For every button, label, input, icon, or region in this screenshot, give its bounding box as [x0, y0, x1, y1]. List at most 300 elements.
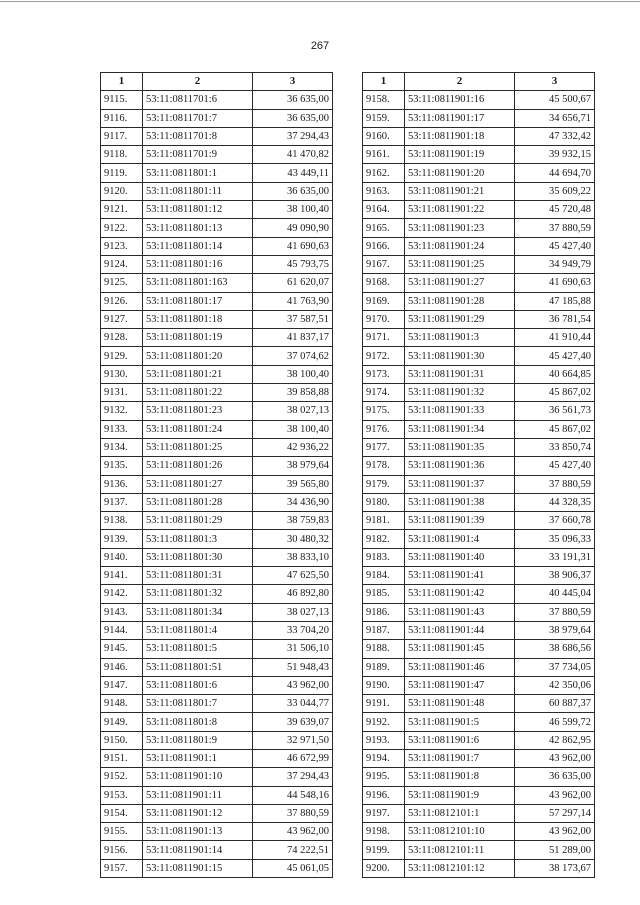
table-row: [101, 219, 333, 237]
table-row: [363, 713, 595, 731]
table-row: [363, 658, 595, 676]
row-number: 9133.: [101, 420, 143, 438]
cadastral-number: 53:11:0811901:28: [405, 292, 515, 310]
cadastral-number: 53:11:0811901:40: [405, 548, 515, 566]
row-number: 9155.: [101, 823, 143, 841]
cadastral-value: 46 672,99: [253, 749, 333, 767]
table-row: [363, 640, 595, 658]
cadastral-number: 53:11:0811801:7: [143, 695, 253, 713]
cadastral-number: 53:11:0811901:21: [405, 182, 515, 200]
table-row: [363, 457, 595, 475]
cadastral-value: 47 625,50: [253, 567, 333, 585]
table-row: [101, 402, 333, 420]
table-row: [363, 420, 595, 438]
cadastral-number: 53:11:0811901:41: [405, 567, 515, 585]
cadastral-number: 53:11:0811801:4: [143, 621, 253, 639]
cadastral-value: 51 948,43: [253, 658, 333, 676]
cadastral-value: 43 962,00: [515, 749, 595, 767]
cadastral-number: 53:11:0811801:12: [143, 201, 253, 219]
table-row: [363, 731, 595, 749]
table-row: [363, 219, 595, 237]
cadastral-number: 53:11:0811801:16: [143, 255, 253, 273]
cadastral-number: 53:11:0811901:22: [405, 201, 515, 219]
column-header: 2: [143, 73, 253, 91]
cadastral-number: 53:11:0811901:37: [405, 475, 515, 493]
cadastral-number: 53:11:0811901:38: [405, 493, 515, 511]
table-row: [101, 384, 333, 402]
cadastral-value: 33 191,31: [515, 548, 595, 566]
table-row: [101, 585, 333, 603]
right-table: [362, 72, 595, 878]
header-row: [101, 73, 333, 91]
cadastral-number: 53:11:0811801:19: [143, 329, 253, 347]
cadastral-number: 53:11:0811801:28: [143, 493, 253, 511]
cadastral-value: 42 350,06: [515, 676, 595, 694]
cadastral-number: 53:11:0811901:30: [405, 347, 515, 365]
cadastral-value: 37 880,59: [515, 475, 595, 493]
row-number: 9189.: [363, 658, 405, 676]
table-row: [363, 201, 595, 219]
cadastral-number: 53:11:0811901:18: [405, 127, 515, 145]
cadastral-value: 38 100,40: [253, 420, 333, 438]
cadastral-number: 53:11:0811901:36: [405, 457, 515, 475]
table-row: [101, 475, 333, 493]
row-number: 9165.: [363, 219, 405, 237]
table-row: [363, 676, 595, 694]
row-number: 9118.: [101, 146, 143, 164]
row-number: 9161.: [363, 146, 405, 164]
cadastral-number: 53:11:0811801:22: [143, 384, 253, 402]
row-number: 9116.: [101, 109, 143, 127]
table-row: [363, 127, 595, 145]
table-row: [101, 182, 333, 200]
table-row: [101, 621, 333, 639]
table-row: [101, 347, 333, 365]
cadastral-number: 53:11:0811901:42: [405, 585, 515, 603]
row-number: 9136.: [101, 475, 143, 493]
table-row: [101, 329, 333, 347]
table-row: [363, 310, 595, 328]
cadastral-value: 45 867,02: [515, 420, 595, 438]
cadastral-number: 53:11:0811801:9: [143, 731, 253, 749]
cadastral-number: 53:11:0811901:47: [405, 676, 515, 694]
row-number: 9195.: [363, 768, 405, 786]
row-number: 9167.: [363, 255, 405, 273]
cadastral-number: 53:11:0811801:24: [143, 420, 253, 438]
cadastral-value: 39 639,07: [253, 713, 333, 731]
row-number: 9131.: [101, 384, 143, 402]
cadastral-value: 45 427,40: [515, 237, 595, 255]
row-number: 9141.: [101, 567, 143, 585]
row-number: 9129.: [101, 347, 143, 365]
cadastral-value: 60 887,37: [515, 695, 595, 713]
cadastral-number: 53:11:0811801:32: [143, 585, 253, 603]
row-number: 9183.: [363, 548, 405, 566]
table-row: [101, 530, 333, 548]
cadastral-number: 53:11:0811801:30: [143, 548, 253, 566]
cadastral-number: 53:11:0811901:13: [143, 823, 253, 841]
cadastral-number: 53:11:0811801:34: [143, 603, 253, 621]
cadastral-value: 37 074,62: [253, 347, 333, 365]
table-row: [101, 310, 333, 328]
table-row: [363, 146, 595, 164]
row-number: 9158.: [363, 91, 405, 109]
row-number: 9124.: [101, 255, 143, 273]
table-row: [363, 475, 595, 493]
row-number: 9130.: [101, 365, 143, 383]
row-number: 9122.: [101, 219, 143, 237]
row-number: 9164.: [363, 201, 405, 219]
table-row: [363, 512, 595, 530]
cadastral-number: 53:11:0811901:33: [405, 402, 515, 420]
cadastral-number: 53:11:0811801:31: [143, 567, 253, 585]
cadastral-value: 37 880,59: [515, 219, 595, 237]
cadastral-number: 53:11:0811901:3: [405, 329, 515, 347]
row-number: 9132.: [101, 402, 143, 420]
cadastral-value: 38 173,67: [515, 859, 595, 877]
cadastral-value: 45 500,67: [515, 91, 595, 109]
row-number: 9173.: [363, 365, 405, 383]
table-row: [363, 841, 595, 859]
cadastral-value: 34 436,90: [253, 493, 333, 511]
row-number: 9184.: [363, 567, 405, 585]
cadastral-value: 36 635,00: [515, 768, 595, 786]
table-row: [101, 292, 333, 310]
cadastral-value: 49 090,90: [253, 219, 333, 237]
cadastral-value: 35 609,22: [515, 182, 595, 200]
table-row: [101, 749, 333, 767]
table-row: [363, 786, 595, 804]
cadastral-value: 38 759,83: [253, 512, 333, 530]
cadastral-value: 38 979,64: [515, 621, 595, 639]
cadastral-number: 53:11:0811901:6: [405, 731, 515, 749]
cadastral-number: 53:11:0811901:24: [405, 237, 515, 255]
row-number: 9186.: [363, 603, 405, 621]
table-row: [363, 768, 595, 786]
cadastral-value: 38 027,13: [253, 402, 333, 420]
table-row: [363, 237, 595, 255]
cadastral-number: 53:11:0811901:25: [405, 255, 515, 273]
cadastral-number: 53:11:0811801:8: [143, 713, 253, 731]
table-row: [363, 329, 595, 347]
cadastral-number: 53:11:0811901:48: [405, 695, 515, 713]
row-number: 9187.: [363, 621, 405, 639]
row-number: 9169.: [363, 292, 405, 310]
cadastral-number: 53:11:0811801:1: [143, 164, 253, 182]
table-row: [101, 676, 333, 694]
row-number: 9143.: [101, 603, 143, 621]
cadastral-value: 34 949,79: [515, 255, 595, 273]
table-row: [101, 548, 333, 566]
cadastral-value: 36 635,00: [253, 182, 333, 200]
row-number: 9170.: [363, 310, 405, 328]
table-row: [363, 255, 595, 273]
table-row: [101, 567, 333, 585]
cadastral-number: 53:11:0811901:12: [143, 804, 253, 822]
row-number: 9160.: [363, 127, 405, 145]
cadastral-number: 53:11:0811901:32: [405, 384, 515, 402]
cadastral-value: 43 449,11: [253, 164, 333, 182]
cadastral-value: 38 027,13: [253, 603, 333, 621]
row-number: 9154.: [101, 804, 143, 822]
table-row: [101, 695, 333, 713]
cadastral-value: 38 686,56: [515, 640, 595, 658]
table-row: [363, 384, 595, 402]
table-row: [363, 695, 595, 713]
row-number: 9123.: [101, 237, 143, 255]
cadastral-value: 45 793,75: [253, 255, 333, 273]
table-row: [363, 91, 595, 109]
table-row: [363, 567, 595, 585]
left-table-body: [101, 91, 333, 878]
cadastral-value: 39 858,88: [253, 384, 333, 402]
table-row: [101, 640, 333, 658]
row-number: 9198.: [363, 823, 405, 841]
table-row: [101, 91, 333, 109]
cadastral-number: 53:11:0811801:51: [143, 658, 253, 676]
cadastral-value: 36 781,54: [515, 310, 595, 328]
row-number: 9125.: [101, 274, 143, 292]
cadastral-value: 41 470,82: [253, 146, 333, 164]
cadastral-value: 36 635,00: [253, 91, 333, 109]
row-number: 9147.: [101, 676, 143, 694]
row-number: 9182.: [363, 530, 405, 548]
cadastral-value: 47 185,88: [515, 292, 595, 310]
table-row: [101, 146, 333, 164]
row-number: 9176.: [363, 420, 405, 438]
cadastral-number: 53:11:0811901:20: [405, 164, 515, 182]
row-number: 9191.: [363, 695, 405, 713]
cadastral-value: 32 971,50: [253, 731, 333, 749]
cadastral-number: 53:11:0811901:45: [405, 640, 515, 658]
cadastral-value: 41 910,44: [515, 329, 595, 347]
cadastral-value: 41 763,90: [253, 292, 333, 310]
row-number: 9142.: [101, 585, 143, 603]
row-number: 9148.: [101, 695, 143, 713]
cadastral-value: 45 867,02: [515, 384, 595, 402]
table-row: [101, 512, 333, 530]
cadastral-number: 53:11:0811901:34: [405, 420, 515, 438]
cadastral-number: 53:11:0811801:21: [143, 365, 253, 383]
column-header: 3: [253, 73, 333, 91]
row-number: 9185.: [363, 585, 405, 603]
cadastral-value: 45 427,40: [515, 457, 595, 475]
row-number: 9179.: [363, 475, 405, 493]
cadastral-value: 30 480,32: [253, 530, 333, 548]
cadastral-value: 40 664,85: [515, 365, 595, 383]
cadastral-value: 74 222,51: [253, 841, 333, 859]
table-row: [363, 292, 595, 310]
table-row: [101, 164, 333, 182]
row-number: 9120.: [101, 182, 143, 200]
cadastral-value: 40 445,04: [515, 585, 595, 603]
cadastral-number: 53:11:0811801:163: [143, 274, 253, 292]
cadastral-number: 53:11:0811901:1: [143, 749, 253, 767]
cadastral-number: 53:11:0811901:39: [405, 512, 515, 530]
cadastral-value: 51 289,00: [515, 841, 595, 859]
row-number: 9128.: [101, 329, 143, 347]
table-row: [363, 749, 595, 767]
table-row: [363, 585, 595, 603]
row-number: 9192.: [363, 713, 405, 731]
table-row: [101, 731, 333, 749]
cadastral-number: 53:11:0811901:27: [405, 274, 515, 292]
cadastral-number: 53:11:0811901:14: [143, 841, 253, 859]
cadastral-number: 53:11:0811701:8: [143, 127, 253, 145]
column-header: 1: [101, 73, 143, 91]
table-row: [363, 365, 595, 383]
table-row: [101, 804, 333, 822]
row-number: 9166.: [363, 237, 405, 255]
column-header: 2: [405, 73, 515, 91]
cadastral-number: 53:11:0811801:5: [143, 640, 253, 658]
table-row: [101, 237, 333, 255]
cadastral-number: 53:11:0811901:10: [143, 768, 253, 786]
row-number: 9115.: [101, 91, 143, 109]
cadastral-value: 61 620,07: [253, 274, 333, 292]
table-row: [363, 109, 595, 127]
cadastral-number: 53:11:0811901:16: [405, 91, 515, 109]
table-row: [363, 859, 595, 877]
cadastral-number: 53:11:0811801:20: [143, 347, 253, 365]
row-number: 9146.: [101, 658, 143, 676]
cadastral-value: 31 506,10: [253, 640, 333, 658]
table-row: [363, 274, 595, 292]
cadastral-number: 53:11:0811801:26: [143, 457, 253, 475]
cadastral-number: 53:11:0811901:29: [405, 310, 515, 328]
cadastral-number: 53:11:0811801:29: [143, 512, 253, 530]
table-row: [363, 438, 595, 456]
row-number: 9171.: [363, 329, 405, 347]
header-row: [363, 73, 595, 91]
table-row: [101, 859, 333, 877]
table-row: [363, 402, 595, 420]
top-rule: [0, 1, 640, 2]
row-number: 9134.: [101, 438, 143, 456]
cadastral-value: 38 100,40: [253, 365, 333, 383]
cadastral-number: 53:11:0811901:4: [405, 530, 515, 548]
row-number: 9196.: [363, 786, 405, 804]
table-row: [101, 603, 333, 621]
cadastral-number: 53:11:0811901:23: [405, 219, 515, 237]
row-number: 9157.: [101, 859, 143, 877]
row-number: 9193.: [363, 731, 405, 749]
cadastral-number: 53:11:0811901:31: [405, 365, 515, 383]
cadastral-number: 53:11:0811801:23: [143, 402, 253, 420]
table-row: [101, 438, 333, 456]
row-number: 9178.: [363, 457, 405, 475]
table-row: [363, 603, 595, 621]
table-row: [363, 804, 595, 822]
row-number: 9163.: [363, 182, 405, 200]
cadastral-value: 38 100,40: [253, 201, 333, 219]
row-number: 9180.: [363, 493, 405, 511]
cadastral-number: 53:11:0811901:17: [405, 109, 515, 127]
row-number: 9168.: [363, 274, 405, 292]
table-row: [363, 548, 595, 566]
table-row: [101, 457, 333, 475]
row-number: 9138.: [101, 512, 143, 530]
cadastral-value: 36 561,73: [515, 402, 595, 420]
cadastral-number: 53:11:0811701:7: [143, 109, 253, 127]
cadastral-number: 53:11:0811801:3: [143, 530, 253, 548]
cadastral-value: 46 599,72: [515, 713, 595, 731]
row-number: 9172.: [363, 347, 405, 365]
cadastral-value: 44 328,35: [515, 493, 595, 511]
row-number: 9135.: [101, 457, 143, 475]
table-row: [101, 420, 333, 438]
cadastral-number: 53:11:0811901:15: [143, 859, 253, 877]
cadastral-number: 53:11:0811801:27: [143, 475, 253, 493]
cadastral-number: 53:11:0812101:10: [405, 823, 515, 841]
cadastral-number: 53:11:0811801:25: [143, 438, 253, 456]
cadastral-value: 37 880,59: [515, 603, 595, 621]
table-row: [101, 713, 333, 731]
cadastral-number: 53:11:0811901:44: [405, 621, 515, 639]
cadastral-value: 33 850,74: [515, 438, 595, 456]
table-row: [101, 365, 333, 383]
cadastral-value: 43 962,00: [253, 676, 333, 694]
table-row: [101, 255, 333, 273]
row-number: 9181.: [363, 512, 405, 530]
table-row: [363, 621, 595, 639]
cadastral-value: 45 427,40: [515, 347, 595, 365]
cadastral-number: 53:11:0811801:6: [143, 676, 253, 694]
row-number: 9126.: [101, 292, 143, 310]
row-number: 9200.: [363, 859, 405, 877]
cadastral-value: 42 862,95: [515, 731, 595, 749]
table-row: [101, 127, 333, 145]
row-number: 9121.: [101, 201, 143, 219]
cadastral-number: 53:11:0811901:19: [405, 146, 515, 164]
row-number: 9127.: [101, 310, 143, 328]
cadastral-value: 37 734,05: [515, 658, 595, 676]
cadastral-number: 53:11:0812101:1: [405, 804, 515, 822]
right-table-body: [363, 91, 595, 878]
table-row: [363, 493, 595, 511]
cadastral-number: 53:11:0811901:46: [405, 658, 515, 676]
cadastral-value: 45 061,05: [253, 859, 333, 877]
cadastral-value: 37 294,43: [253, 127, 333, 145]
cadastral-value: 37 587,51: [253, 310, 333, 328]
cadastral-number: 53:11:0811701:9: [143, 146, 253, 164]
cadastral-value: 43 962,00: [515, 786, 595, 804]
table-row: [101, 201, 333, 219]
cadastral-number: 53:11:0812101:11: [405, 841, 515, 859]
cadastral-number: 53:11:0811901:35: [405, 438, 515, 456]
cadastral-value: 38 833,10: [253, 548, 333, 566]
row-number: 9151.: [101, 749, 143, 767]
row-number: 9199.: [363, 841, 405, 859]
cadastral-value: 33 704,20: [253, 621, 333, 639]
table-row: [101, 493, 333, 511]
table-row: [363, 530, 595, 548]
row-number: 9117.: [101, 127, 143, 145]
row-number: 9197.: [363, 804, 405, 822]
row-number: 9145.: [101, 640, 143, 658]
cadastral-value: 43 962,00: [253, 823, 333, 841]
cadastral-value: 46 892,80: [253, 585, 333, 603]
cadastral-number: 53:11:0811801:18: [143, 310, 253, 328]
row-number: 9150.: [101, 731, 143, 749]
cadastral-value: 36 635,00: [253, 109, 333, 127]
cadastral-value: 57 297,14: [515, 804, 595, 822]
row-number: 9152.: [101, 768, 143, 786]
table-row: [101, 823, 333, 841]
row-number: 9137.: [101, 493, 143, 511]
row-number: 9194.: [363, 749, 405, 767]
cadastral-number: 53:11:0811701:6: [143, 91, 253, 109]
